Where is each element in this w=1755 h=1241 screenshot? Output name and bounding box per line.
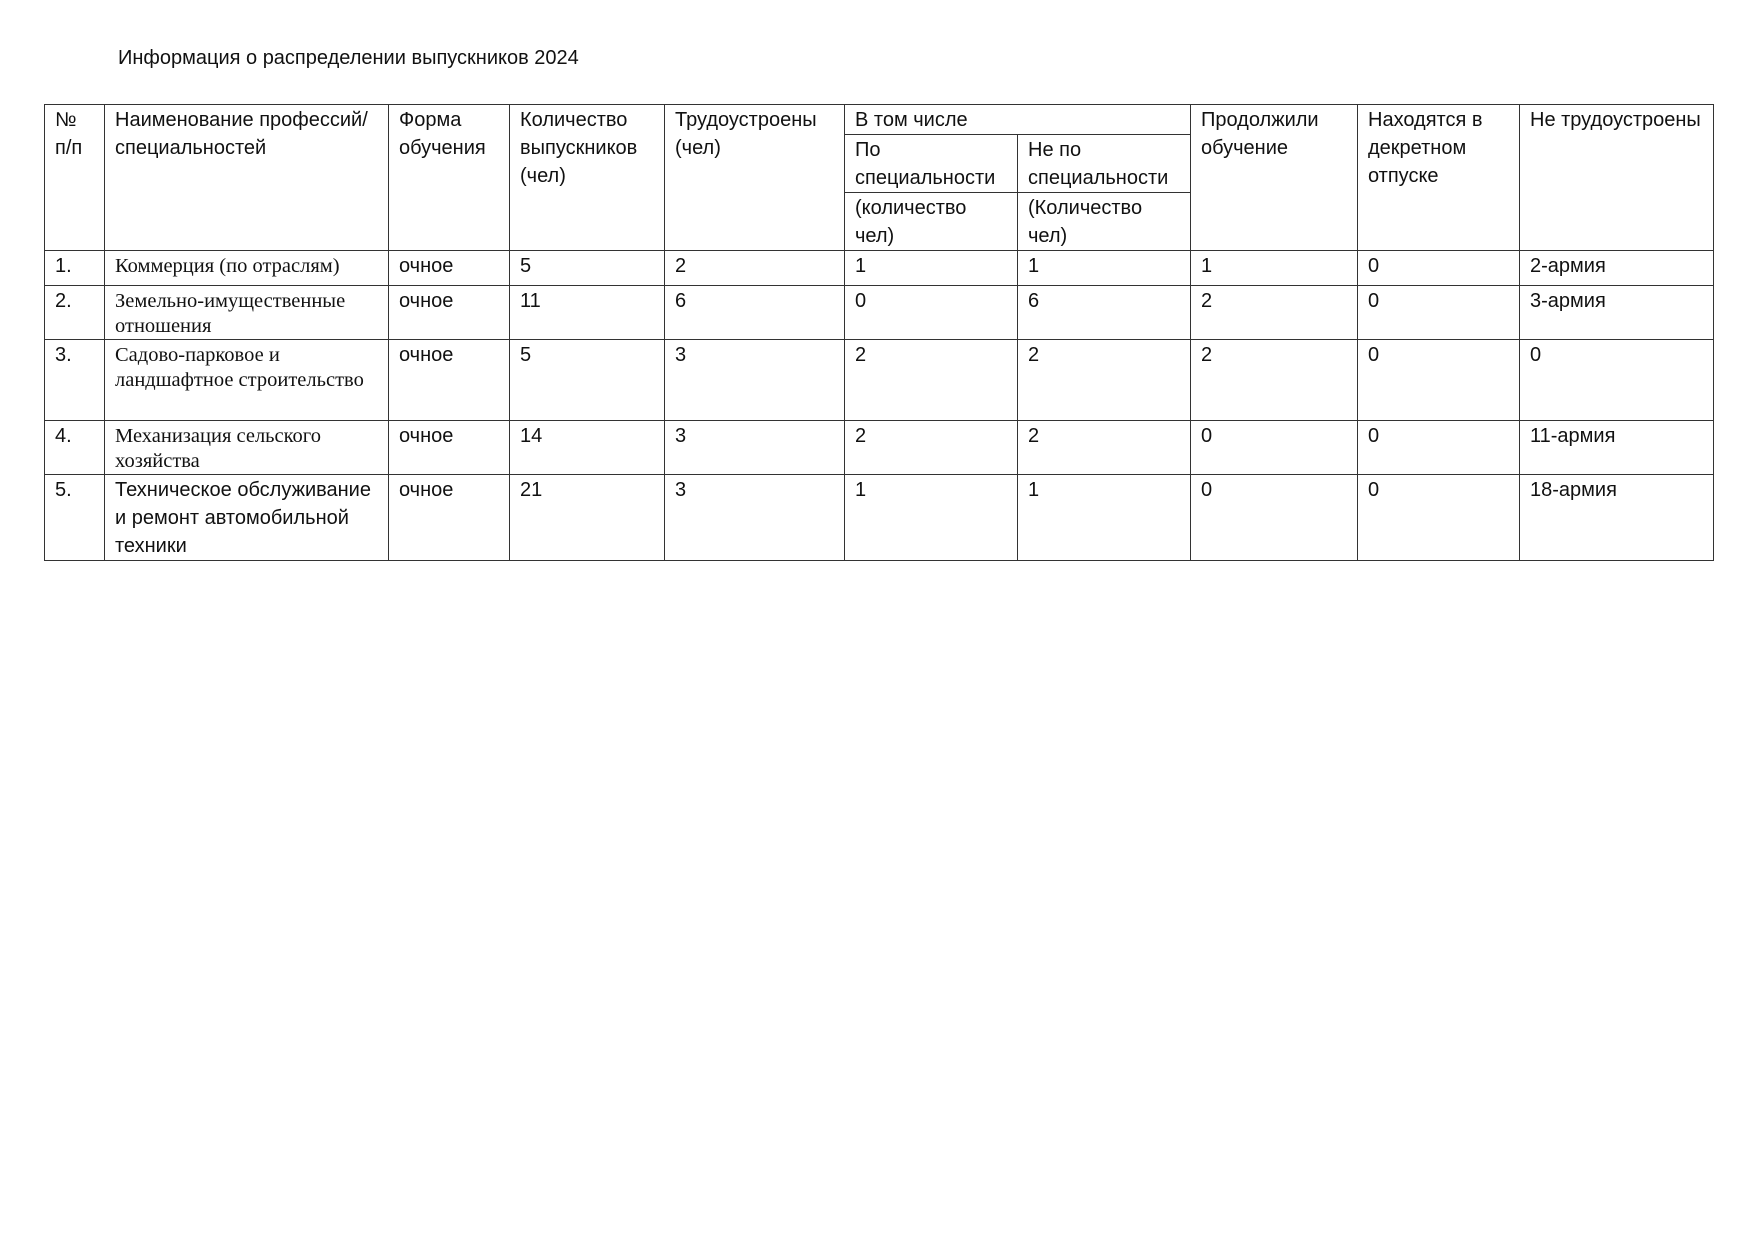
header-graduates: Количество выпускников (чел) [510, 105, 665, 251]
cell-graduates: 5 [510, 340, 665, 421]
cell-form: очное [389, 421, 510, 475]
cell-name: Земельно-имущественные отношения [105, 286, 389, 340]
header-employed: Трудоустроены (чел) [665, 105, 845, 251]
cell-not-by-specialty: 6 [1018, 286, 1191, 340]
cell-continued: 1 [1191, 251, 1358, 286]
cell-graduates: 21 [510, 475, 665, 561]
cell-employed: 6 [665, 286, 845, 340]
header-not-by-specialty: Не по специальности [1018, 135, 1191, 193]
cell-name: Садово-парковое и ландшафтное строительство [105, 340, 389, 421]
cell-by-specialty: 0 [845, 286, 1018, 340]
cell-num: 4. [45, 421, 105, 475]
cell-name: Техническое обслуживание и ремонт автомобильной техники [105, 475, 389, 561]
cell-form: очное [389, 475, 510, 561]
cell-num: 2. [45, 286, 105, 340]
header-num: № п/п [45, 105, 105, 251]
cell-leave: 0 [1358, 475, 1520, 561]
document-title: Информация о распределении выпускников 2024 [118, 47, 579, 69]
table-row [45, 340, 1714, 421]
cell-continued: 2 [1191, 340, 1358, 421]
cell-num: 3. [45, 340, 105, 421]
cell-by-specialty: 2 [845, 421, 1018, 475]
cell-num: 5. [45, 475, 105, 561]
cell-graduates: 11 [510, 286, 665, 340]
header-name: Наименование профессий/специальностей [105, 105, 389, 251]
cell-leave: 0 [1358, 251, 1520, 286]
table-row [45, 251, 1714, 286]
header-row [45, 105, 1714, 135]
cell-not-by-specialty: 1 [1018, 475, 1191, 561]
cell-unemployed: 18-армия [1520, 475, 1714, 561]
header-continued: Продолжили обучение [1191, 105, 1358, 251]
table-row [45, 475, 1714, 561]
cell-unemployed: 3-армия [1520, 286, 1714, 340]
header-not-by-specialty-count: (Количество чел) [1018, 193, 1191, 251]
cell-leave: 0 [1358, 286, 1520, 340]
cell-employed: 3 [665, 475, 845, 561]
header-by-specialty-count: (количество чел) [845, 193, 1018, 251]
cell-graduates: 5 [510, 251, 665, 286]
cell-name: Механизация сельского хозяйства [105, 421, 389, 475]
cell-num: 1. [45, 251, 105, 286]
cell-form: очное [389, 251, 510, 286]
cell-not-by-specialty: 2 [1018, 421, 1191, 475]
cell-continued: 2 [1191, 286, 1358, 340]
cell-unemployed: 11-армия [1520, 421, 1714, 475]
cell-graduates: 14 [510, 421, 665, 475]
cell-unemployed: 0 [1520, 340, 1714, 421]
cell-by-specialty: 1 [845, 475, 1018, 561]
cell-continued: 0 [1191, 421, 1358, 475]
cell-leave: 0 [1358, 421, 1520, 475]
cell-not-by-specialty: 1 [1018, 251, 1191, 286]
header-unemployed: Не трудоустроены [1520, 105, 1714, 251]
cell-unemployed: 2-армия [1520, 251, 1714, 286]
cell-not-by-specialty: 2 [1018, 340, 1191, 421]
cell-employed: 2 [665, 251, 845, 286]
header-by-specialty: По специальности [845, 135, 1018, 193]
table-row [45, 286, 1714, 340]
header-form: Форма обучения [389, 105, 510, 251]
cell-form: очное [389, 286, 510, 340]
cell-employed: 3 [665, 340, 845, 421]
cell-leave: 0 [1358, 340, 1520, 421]
cell-by-specialty: 1 [845, 251, 1018, 286]
cell-continued: 0 [1191, 475, 1358, 561]
header-leave: Находятся в декретном отпуске [1358, 105, 1520, 251]
cell-employed: 3 [665, 421, 845, 475]
graduates-distribution-table [44, 104, 1714, 561]
cell-form: очное [389, 340, 510, 421]
cell-by-specialty: 2 [845, 340, 1018, 421]
table-row [45, 421, 1714, 475]
cell-name: Коммерция (по отраслям) [105, 251, 389, 286]
header-including: В том числе [845, 105, 1191, 135]
